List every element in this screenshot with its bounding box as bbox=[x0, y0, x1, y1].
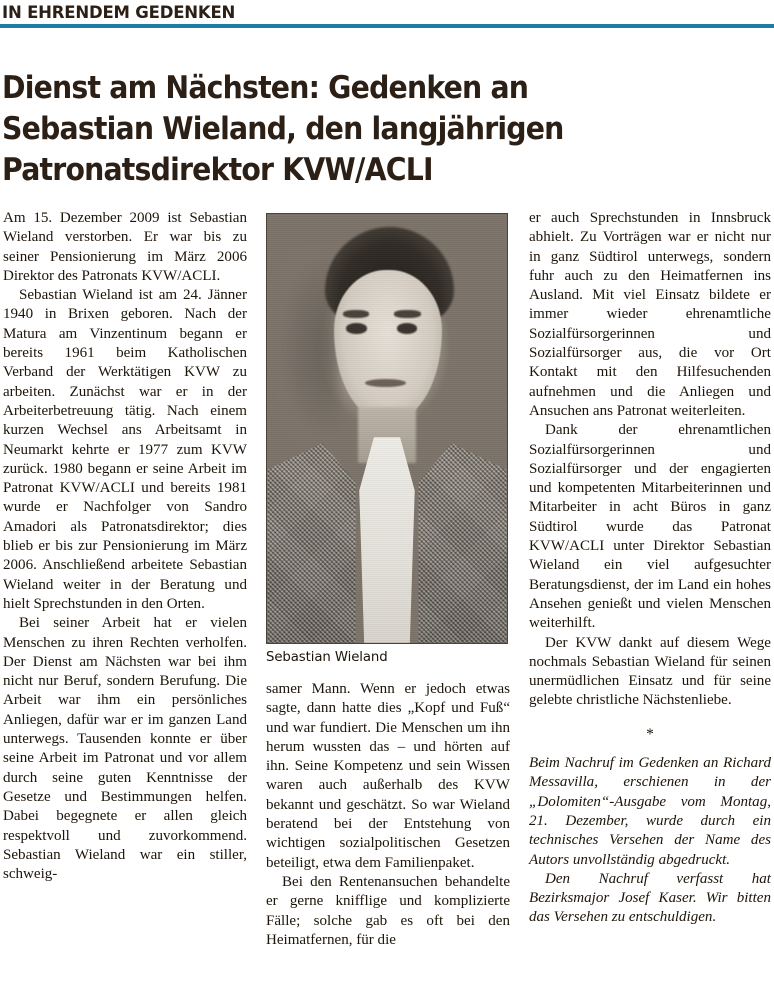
photo-jacket-right bbox=[418, 437, 507, 643]
paragraph: er auch Sprechstunden in Innsbruck abhielt. Zu Vorträgen war er nicht nur in ganz Südtirol unterwegs, sondern fuhr auch zu den Heimatfernen ins Ausland. Mit viel Einsatz bildete er immer wieder ehrenamtliche Sozialfürsorgerinnen und Sozialfürsorger aus, die vor Ort Kontakt mit den Hilfesuchenden aufnehmen und die Anliegen und Ansuchen ans Patronat weiterleiten. bbox=[529, 210, 771, 419]
column-1 bbox=[3, 209, 247, 884]
photo-caption: Sebastian Wieland bbox=[266, 650, 388, 665]
photo-jacket-left bbox=[267, 437, 356, 643]
editorial-footnote bbox=[529, 754, 771, 928]
photo-face bbox=[334, 270, 442, 420]
paragraph: Der KVW dankt auf diesem Wege nochmals Sebastian Wieland für seinen unermüdlichen Einsatz und für seine gelebte christliche Nächstenliebe. bbox=[529, 634, 771, 709]
photo-eye-left bbox=[346, 323, 366, 333]
column-3 bbox=[529, 209, 771, 928]
photo-eye-right bbox=[397, 323, 417, 333]
paragraph: Sebastian Wieland ist am 24. Jänner 1940 in Brixen geboren. Nach der Matura am Vinzentinum begann er bereits 1961 beim Katholischen Verband der Werktätigen KVW zu arbeiten. Zunächst war er in der Arbeiterbetreuung tätig. Nach einem kurzen Wechsel ans Arbeitsamt in Neumarkt kehrte er 1977 zum KVW zurück. 1980 begann er seine Arbeit im Patronat KVW/ACLI und bereits 1981 wurde er Nachfolger von Sandro Amadori als Patronatsdirektor; dies blieb er bis zur Pensionierung im März 2006. Anschließend arbeitete Sebastian Wieland weiter in der Beratung und hielt Sprechstunden in den Orten. bbox=[3, 287, 247, 612]
photo-brow-left bbox=[343, 310, 369, 318]
photo-brow-right bbox=[394, 310, 420, 318]
section-separator-asterisk: * bbox=[646, 725, 654, 743]
portrait-photo-container bbox=[266, 213, 508, 644]
headline-line-2: Sebastian Wieland, den langjährigen bbox=[2, 111, 564, 148]
headline-line-3: Patronatsdirektor KVW/ACLI bbox=[2, 151, 433, 188]
section-header-label: IN EHRENDEM GEDENKEN bbox=[2, 3, 236, 22]
paragraph: Bei den Rentenansuchen behandelte er gerne knifflige und komplizierte Fälle; solche gab es oft bei den Heimatfernen, für die bbox=[266, 873, 510, 948]
headline-line-1: Dienst am Nächsten: Gedenken an bbox=[2, 70, 529, 107]
article-headline bbox=[2, 68, 632, 191]
section-header bbox=[0, 0, 774, 28]
column-2-body bbox=[266, 680, 510, 950]
portrait-photo bbox=[266, 213, 508, 644]
paragraph: Am 15. Dezember 2009 ist Sebastian Wieland verstorben. Er war bis zu seiner Pensionierung im März 2006 Direktor des Patronats KVW/ACLI. bbox=[3, 210, 247, 284]
paragraph: Den Nachruf verfasst hat Bezirksmajor Josef Kaser. Wir bitten das Versehen zu entschuldigen. bbox=[529, 870, 771, 926]
section-header-rule bbox=[0, 24, 774, 28]
paragraph: Beim Nachruf im Gedenken an Richard Messavilla, erschienen in der „Dolomiten“-Ausgabe vom Montag, 21. Dezember, wurde durch ein technisches Versehen der Name des Autors unvollständig abgedruckt. bbox=[529, 755, 771, 868]
paragraph: Bei seiner Arbeit hat er vielen Menschen zu ihren Rechten verholfen. Der Dienst am Nächsten war bei ihm nicht nur Beruf, sondern Berufung. Die Arbeit war ihm ein persönliches Anliegen, dafür war er im ganzen Land unterwegs. Tausenden konnte er über seine Arbeit im Patronat und vor allem durch seine guten Kenntnisse der Gesetze und Bestimmungen helfen. Dabei begegnete er allen gleich respektvoll und zuvorkommend. Sebastian Wieland war ein stiller, schweig- bbox=[3, 615, 247, 883]
photo-shirt bbox=[346, 437, 428, 643]
paragraph: samer Mann. Wenn er jedoch etwas sagte, dann hatte dies „Kopf und Fuß“ und war fundiert. Die Menschen um ihn herum wussten das – und hörten auf ihn. Seine Kompetenz und sein Wissen waren auch außerhalb des KVW bekannt und geschätzt. So war Wieland beratend bei der Entstehung von wichtigen sozialpolitischen Gesetzen beteiligt, etwa dem Familienpaket. bbox=[266, 681, 510, 871]
photo-mouth bbox=[365, 379, 406, 387]
paragraph: Dank der ehrenamtlichen Sozialfürsorgerinnen und Sozialfürsorger und der engagierten und kompetenten Mitarbeiterinnen und Mitarbeiter in acht Büros in ganz Südtirol wurde das Patronat KVW/ACLI unter Direktor Sebastian Wieland ein viel aufgesuchter Beratungsdienst, der im Land ein hohes Ansehen genießt und vielen Menschen weiterhilft. bbox=[529, 422, 771, 632]
